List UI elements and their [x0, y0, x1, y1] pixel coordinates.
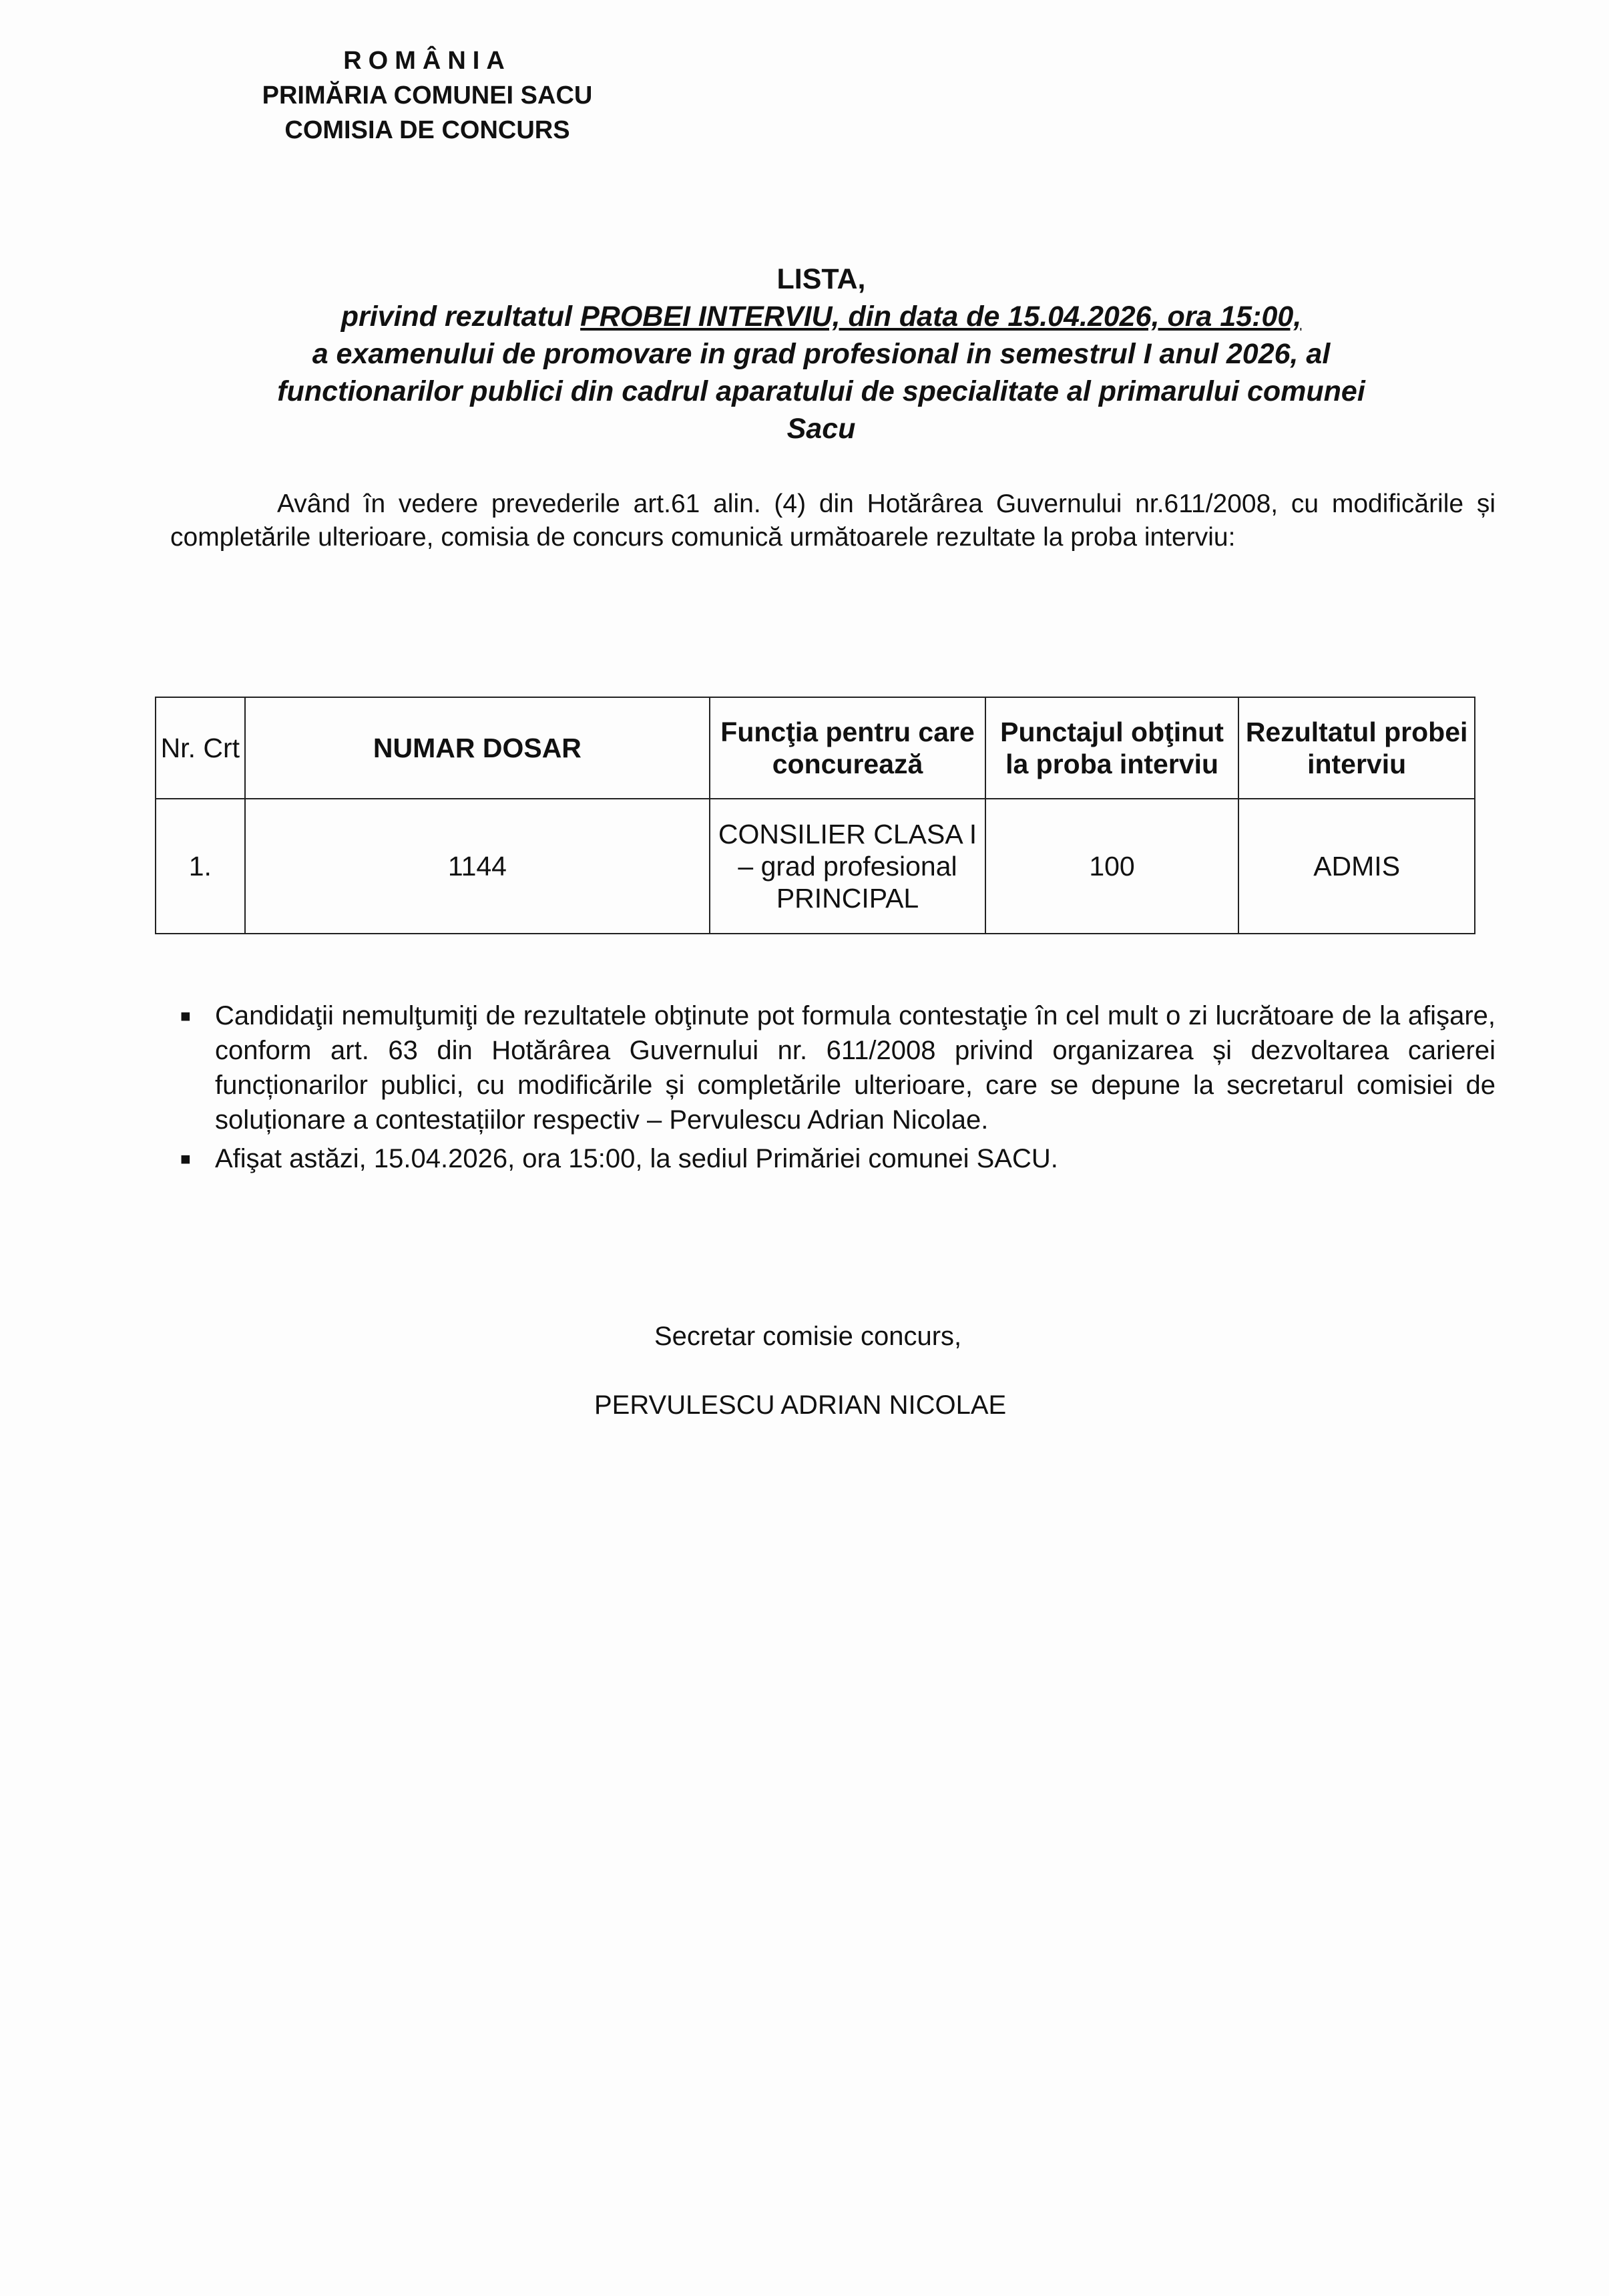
header-rezultat: Rezultatul probei interviu: [1238, 697, 1475, 799]
intro-text: Având în vedere prevederile art.61 alin. (4) din Hotărârea Guvernului nr.611/2008, cu modificările și completările ulterioare, comisia de concurs comunică următoarele rezultate la proba interviu:: [170, 490, 1496, 552]
bullet-icon: ■: [180, 1006, 191, 1026]
signature-role: Secretar comisie concurs,: [654, 1322, 962, 1351]
institution-name: PRIMĂRIA COMUNEI SACU: [262, 81, 593, 110]
document-title: [167, 260, 1475, 447]
header-numar-dosar: NUMAR DOSAR: [245, 697, 710, 799]
commission-name: COMISIA DE CONCURS: [284, 116, 570, 144]
title-line-1-prefix: privind rezultatul: [340, 301, 581, 333]
table-header-row: [156, 697, 1475, 799]
intro-paragraph: [170, 488, 1496, 554]
results-table: [155, 697, 1475, 934]
note-text: Candidaţii nemulţumiţi de rezultatele obţinute pot formula contestaţie în cel mult o zi lucrătoare de la afişare, conform art. 63 din Hotărârea Guvernului nr. 611/2008 privind organizarea și dezvoltarea carierei funcționarilor publici, cu modificările și completările ulterioare, care se depune la secretarul comisiei de soluționare a contestațiilor respectiv – Pervulescu Adrian Nicolae.: [215, 1001, 1496, 1135]
cell-punctaj: 100: [985, 799, 1238, 934]
cell-functia: CONSILIER CLASA I – grad profesional PRINCIPAL: [710, 799, 985, 934]
bullet-icon: ■: [180, 1149, 191, 1169]
title-line-1: [167, 298, 1475, 335]
cell-rezultat: ADMIS: [1238, 799, 1475, 934]
document-header: [200, 43, 654, 148]
list-item: [180, 998, 1496, 1137]
header-functia: Funcţia pentru care concurează: [710, 697, 985, 799]
title-line-1-underlined: PROBEI INTERVIU, din data de 15.04.2026, ora 15:00,: [580, 301, 1302, 333]
cell-nr: 1.: [156, 799, 245, 934]
title-heading: LISTA,: [776, 263, 866, 295]
title-line-2: a examenului de promovare in grad profesional in semestrul I anul 2026, al: [312, 338, 1331, 370]
title-line-4: Sacu: [786, 413, 856, 445]
note-text: Afişat astăzi, 15.04.2026, ora 15:00, la sediul Primăriei comunei SACU.: [215, 1144, 1058, 1173]
title-line-3: functionarilor publici din cadrul aparatului de specialitate al primarului comunei: [277, 375, 1365, 407]
country-name: ROMÂNIA: [343, 47, 511, 75]
list-item: [180, 1141, 1496, 1176]
header-nr-crt: Nr. Crt: [156, 697, 245, 799]
notes-list: [180, 998, 1496, 1180]
header-punctaj: Punctajul obţinut la proba interviu: [985, 697, 1238, 799]
signature-name: PERVULESCU ADRIAN NICOLAE: [594, 1390, 1007, 1420]
cell-dosar: 1144: [245, 799, 710, 934]
table-row: [156, 799, 1475, 934]
